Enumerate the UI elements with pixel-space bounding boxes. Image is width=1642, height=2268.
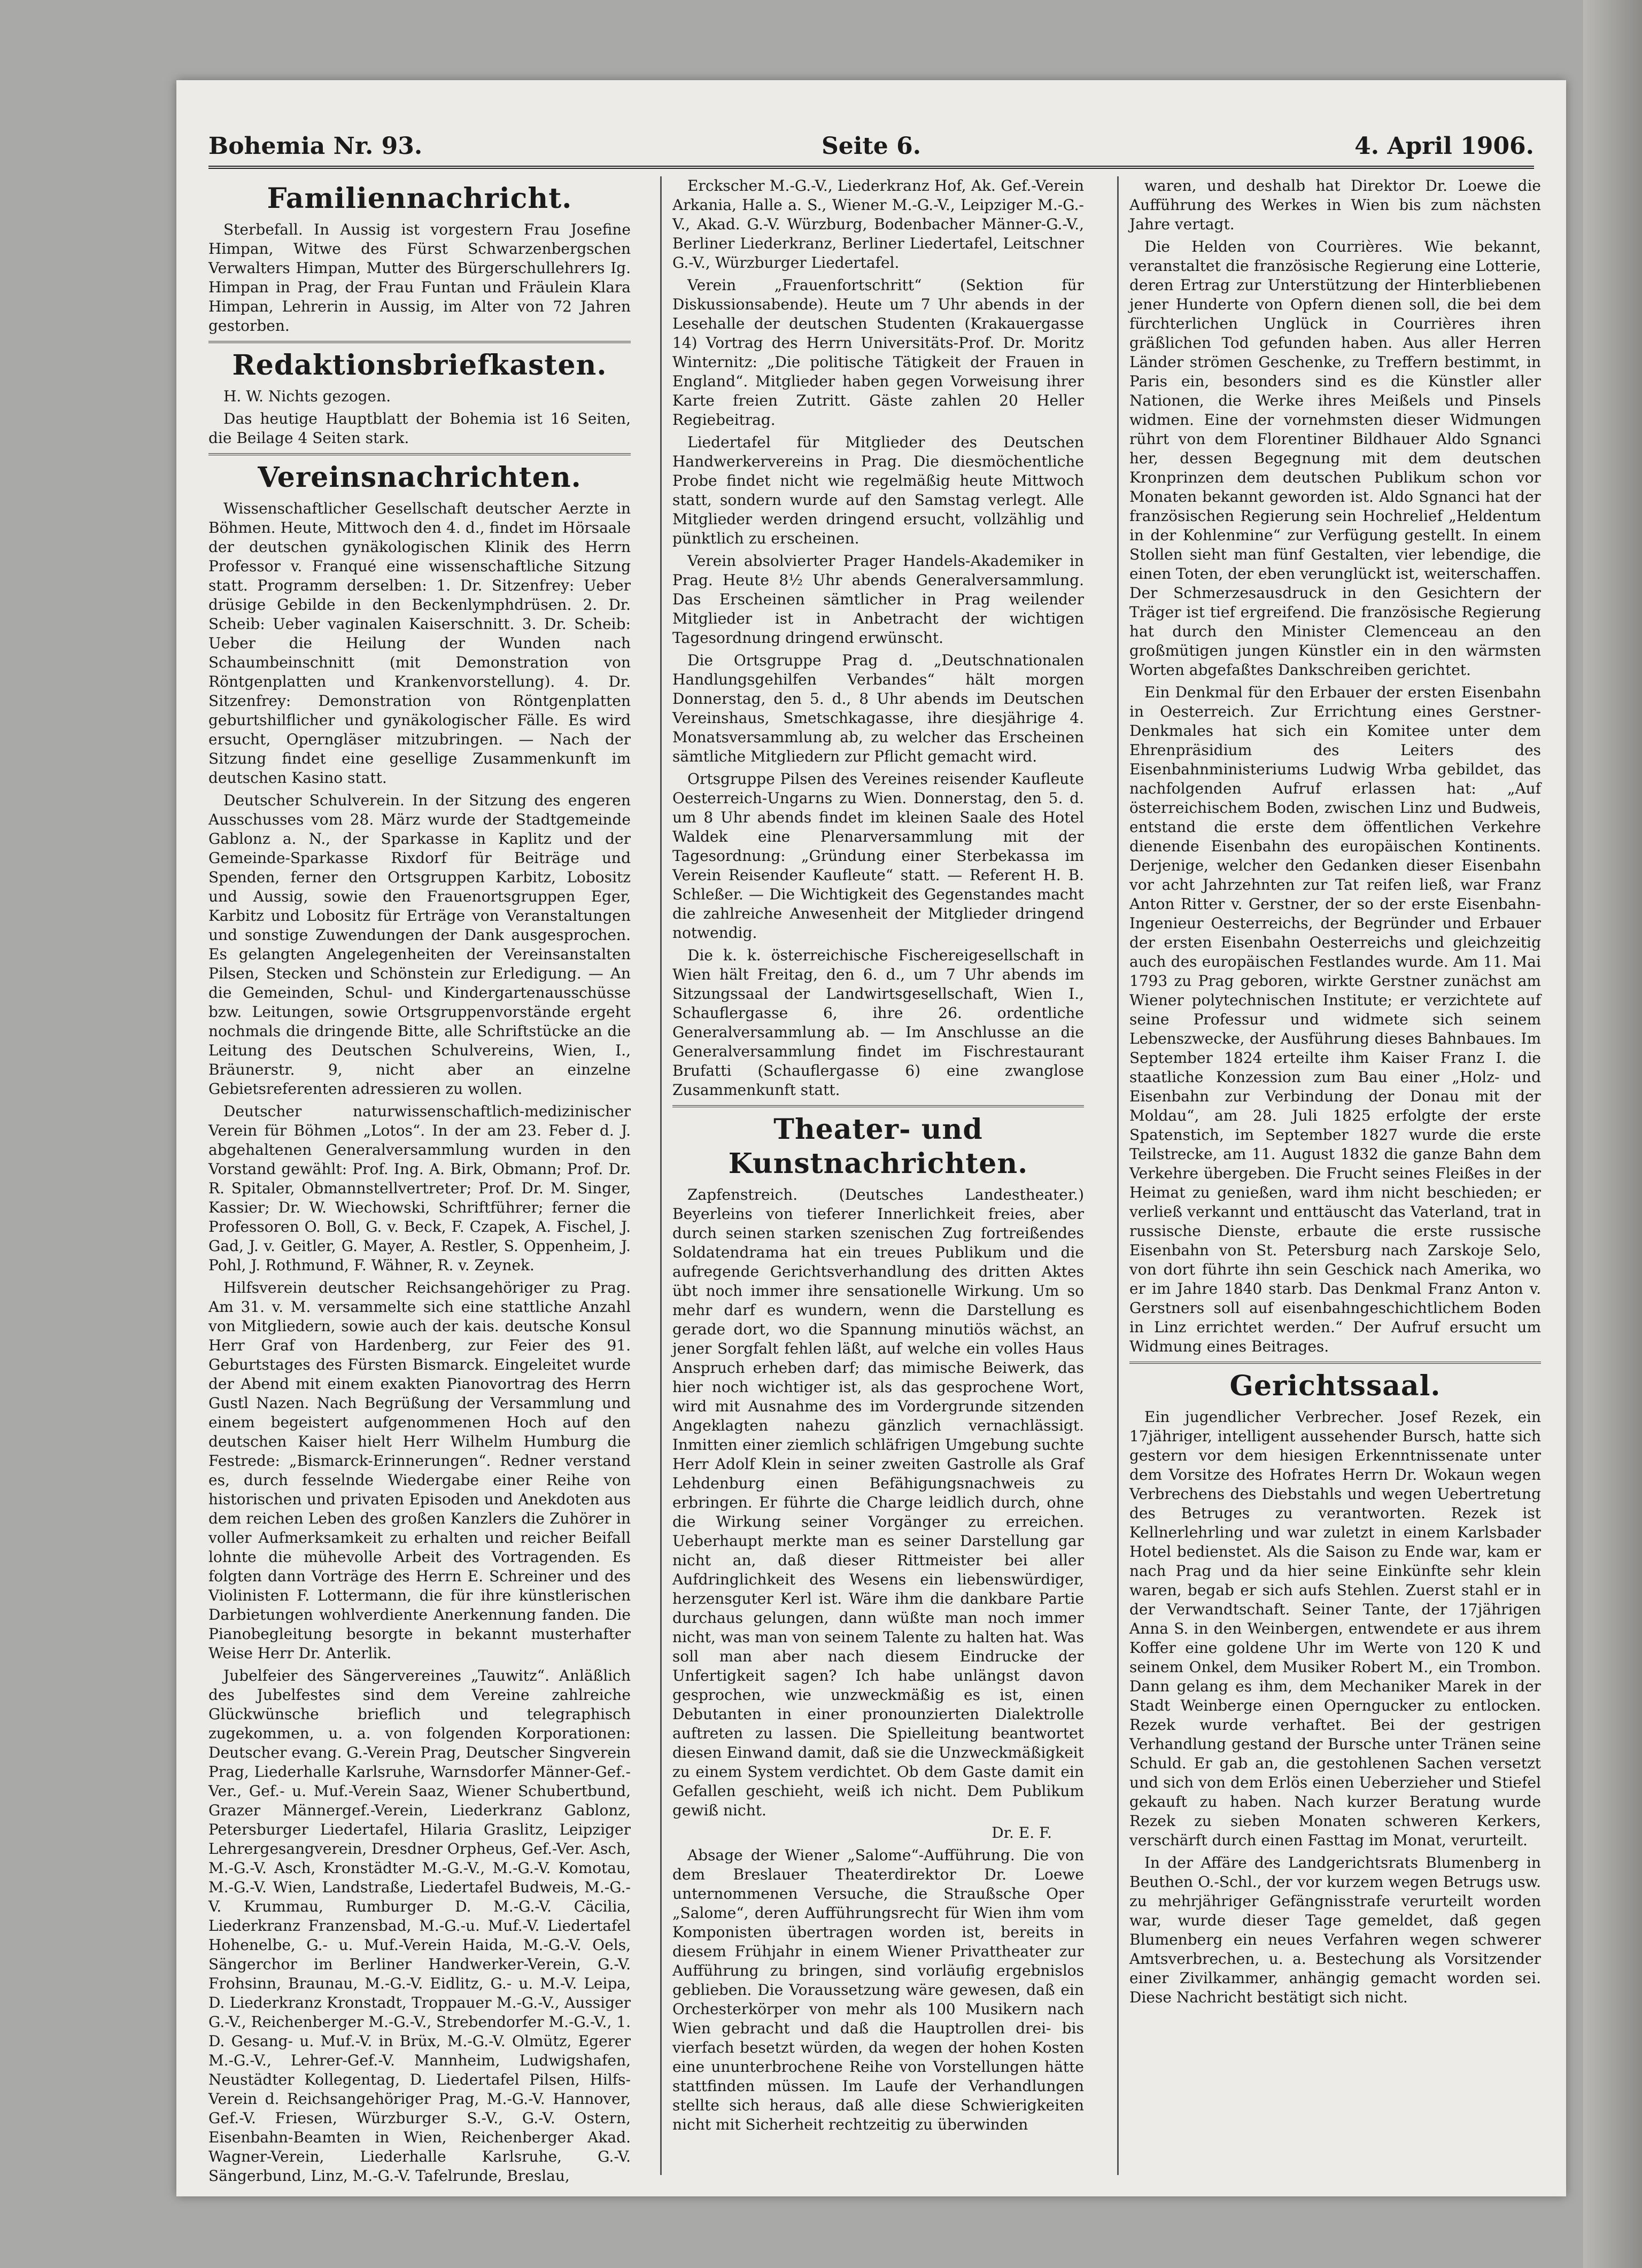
article-paragraph: Ortsgruppe Pilsen des Vereines reisender Kaufleute Oesterreich-Ungarns zu Wien. Donnerstag, den 5. d. um 8 Uhr abends findet im kleinen Saale des Hotel Waldek eine Plenarversammlung mit der Tagesordnung: „Gründung einer Sterbekassa im Verein Reisender Kaufleute“ statt. — Referent H. B. Schleßer. — Die Wichtigkeit des Gegenstandes macht die zahlreiche Anwesenheit der Mitglieder dringend notwendig. xyxy=(672,770,1084,942)
header-date: 4. April 1906. xyxy=(1354,133,1534,160)
section-title-theater: Theater- und Kunstnachrichten. xyxy=(728,1113,1028,1180)
section-title-family: Familiennachricht. xyxy=(267,182,572,215)
column-3 xyxy=(1117,176,1541,2175)
article-paragraph: Das heutige Hauptblatt der Bohemia ist 16 Seiten, die Beilage 4 Seiten stark. xyxy=(208,410,631,447)
article-paragraph: Wissenschaftlicher Gesellschaft deutscher Aerzte in Böhmen. Heute, Mittwoch den 4. d., findet im Hörsaale der deutschen gynäkologischen Klinik des Herrn Professor v. Franqué eine wissenschaftliche Sitzung statt. Programm derselben: 1. Dr. Sitzenfrey: Ueber drüsige Gebilde in den Beckenlymphdrüsen. 2. Dr. Scheib: Ueber vaginalen Kaiserschnitt. 3. Dr. Scheib: Ueber die Heilung der Wunden nach Schaumbeinschnitt (mit Demonstration von Röntgenplatten und Krankenvorstellung). 4. Dr. Sitzenfrey: Demonstration von Röntgenplatten geburtshilflicher und gynäkologischer Fälle. Es wird ersucht, Operngläser mitzubringen. — Nach der Sitzung findet eine gesellige Zusammenkunft im deutschen Kasino statt. xyxy=(208,500,631,787)
article-paragraph: Deutscher Schulverein. In der Sitzung des engeren Ausschusses vom 28. März wurde der Stadtgemeinde Gablonz a. N., der Sparkasse in Kaplitz und der Gemeinde-Sparkasse Rixdorf für Beiträge und Spenden, ferner den Ortsgruppen Karbitz, Lobositz und Aussig, sowie den Frauenortsgruppen Eger, Karbitz und Lobositz für Erträge von Veranstaltungen und sonstige Zuwendungen der Dank ausgesprochen. Es gelangten Angelegenheiten der Vereinsanstalten Pilsen, Stecken und Schönstein zur Erledigung. — An die Gemeinden, Schul- und Kindergartenausschüsse bzw. Leitungen, sowie Ortsgruppenvorstände ergeht nochmals die dringende Bitte, alle Schriftstücke an die Leitung des Deutschen Schulvereins, Wien, I., Bräunerstr. 9, nicht aber an einzelne Gebietsreferenten adressieren zu wollen. xyxy=(208,791,631,1098)
divider xyxy=(1129,1362,1541,1364)
article-signature: Dr. E. F. xyxy=(992,1824,1052,1842)
article-paragraph: Sterbefall. In Aussig ist vorgestern Frau Josefine Himpan, Witwe des Fürst Schwarzenbergschen Verwalters Himpan, Mutter des Bürgerschullehrers Ig. Himpan in Prag, der Frau Funtan und Fräulein Klara Himpan, Lehrerin in Aussig, im Alter von 72 Jahren gestorben. xyxy=(208,221,631,335)
article-paragraph: Ein jugendlicher Verbrecher. Josef Rezek, ein 17jähriger, intelligent aussehender Bursch, hatte sich gestern vor dem hiesigen Erkenntnissenate unter dem Vorsitze des Hofrates Herrn Dr. Wokaun wegen Verbrechens des Diebstahls und wegen Uebertretung des Betruges zu verantworten. Rezek ist Kellnerlehrling und war zuletzt in einem Karlsbader Hotel bedienstet. Als die Saison zu Ende war, kam er nach Prag und da hier seine Einkünfte sehr klein waren, begab er sich aufs Stehlen. Zuerst stahl er in der Verwandtschaft. Seiner Tante, der 17jährigen Anna S. in den Weinbergen, entwendete er aus ihrem Koffer eine goldene Uhr im Werte von 120 K und seinem Onkel, dem Musiker Robert M., ein Trombon. Dann gelang es ihm, dem Mechaniker Marek in der Stadt Weinberge einen Operngucker zu entlocken. Rezek wurde verhaftet. Bei der gestrigen Verhandlung gestand der Bursche unter Tränen seine Schuld. Er gab an, die gestohlenen Sachen versetzt und sich von dem Erlös einen Ueberzieher und Stiefel gekauft zu haben. Nach kurzer Beratung wurde Rezek zu sieben Monaten schweren Kerkers, verschärft durch einen Fasttag im Monat, verurteilt. xyxy=(1129,1408,1541,1849)
divider xyxy=(672,1105,1084,1107)
section-title-letterbox: Redaktionsbriefkasten. xyxy=(232,349,607,382)
article-paragraph: H. W. Nichts gezogen. xyxy=(223,387,391,405)
article-paragraph: Erckscher M.-G.-V., Liederkranz Hof, Ak. Gef.-Verein Arkania, Halle a. S., Wiener M.-G.-V., Leipziger M.-G.-V., Akad. G.-V. Würzburg, Bodenbacher Männer-G.-V., Berliner Liederkranz, Berliner Liedertafel, Leitschner G.-V., Würzburger Liedertafel. xyxy=(672,177,1084,271)
article-paragraph: Absage der Wiener „Salome“-Aufführung. Die von dem Breslauer Theaterdirektor Dr. Loewe unternommenen Versuche, die Straußsche Oper „Salome“, deren Aufführungsrecht für Wien ihm vom Komponisten übertragen worden ist, bereits in diesem Frühjahr in einem Wiener Privattheater zur Aufführung zu bringen, sind vorläufig ergebnislos geblieben. Die Voraussetzung wäre gewesen, daß ein Orchesterkörper von mehr als 100 Musikern nach Wien gebracht und daß die Hauptrollen drei- bis vierfach besetzt würden, da wegen der hohen Kosten eine ununterbrochene Reihe von Vorstellungen hätte stattfinden müssen. Im Laufe der Verhandlungen stellte sich heraus, daß alle diese Schwierigkeiten nicht mit Sicherheit rechtzeitig zu überwinden xyxy=(672,1846,1084,2133)
article-paragraph: In der Affäre des Landgerichtsrats Blumenberg in Beuthen O.-Schl., der vor kurzem wegen Betrugs usw. zu mehrjähriger Gefängnisstrafe verurteilt worden war, wurde dieser Tage gemeldet, daß gegen Blumenberg ein neues Verfahren wegen schwerer Amtsverbrechen, u. a. Bestechung als Vorsitzender einer Zivilkammer, anhängig gemacht worden sei. Diese Nachricht bestätigt sich nicht. xyxy=(1129,1854,1541,2006)
header-publication: Bohemia Nr. 93. xyxy=(208,133,423,160)
article-paragraph: Hilfsverein deutscher Reichsangehöriger zu Prag. Am 31. v. M. versammelte sich eine stattliche Anzahl von Mitgliedern, sowie auch der kais. deutsche Konsul Herr Graf von Hardenberg, zur Feier des 91. Geburtstages des Fürsten Bismarck. Eingeleitet wurde der Abend mit einem exakten Pianovortrag des Herrn Gustl Nazen. Nach Begrüßung der Versammlung und einem begeistert aufgenommenen Hoch auf den deutschen Kaiser hielt Herr Wilhelm Humburg die Festrede: „Bismarck-Erinnerungen“. Redner verstand es, durch fesselnde Wiedergabe einer Reihe von historischen und privaten Episoden und Anekdoten aus dem reichen Leben des großen Kanzlers die Zuhörer in voller Aufmerksamkeit zu erhalten und reicher Beifall lohnte die mühevolle Arbeit des Vortragenden. Es folgten dann Vorträge des Herrn E. Schreiner und des Violinisten F. Lottermann, die für ihre künstlerischen Darbietungen wohlverdiente Anerkennung fanden. Die Pianobegleitung besorgte in bekannt musterhafter Weise Herr Dr. Anterlik. xyxy=(208,1279,631,1662)
divider xyxy=(208,341,631,343)
column-2 xyxy=(660,176,1084,2175)
article-paragraph: waren, und deshalb hat Direktor Dr. Loewe die Aufführung des Werkes in Wien bis zum nächsten Jahre vertagt. xyxy=(1129,177,1541,233)
section-title-court: Gerichtssaal. xyxy=(1229,1370,1441,1402)
section-title-associations: Vereinsnachrichten. xyxy=(258,461,582,494)
page-header xyxy=(208,128,1534,169)
divider xyxy=(208,453,631,455)
newspaper-page xyxy=(176,80,1566,2196)
article-paragraph: Ein Denkmal für den Erbauer der ersten Eisenbahn in Oesterreich. Zur Errichtung eines Gerstner-Denkmales hat sich ein Komitee unter dem Ehrenpräsidium des Leiters des Eisenbahnministeriums Ludwig Wrba gebildet, das nachfolgenden Aufruf erlassen hat: „Auf österreichischem Boden, zwischen Linz und Budweis, entstand die erste dem öffentlichen Verkehre dienende Eisenbahn des europäischen Kontinents. Derjenige, welcher den Gedanken dieser Eisenbahn vor acht Jahrzehnten zur Tat reifen ließ, war Franz Anton Ritter v. Gerstner, der so der erste Eisenbahn-Ingenieur Oesterreichs, der Begründer und Erbauer der ersten Eisenbahn Oesterreichs und gleichzeitig auch des europäischen Festlandes wurde. Am 11. Mai 1793 zu Prag geboren, wirkte Gerstner zunächst am Wiener polytechnischen Institute; er verzichtete auf seine Professur und widmete sich seinem Lebenszwecke, der Ausführung dieses Bahnbaues. Im September 1824 erteilte ihm Kaiser Franz I. die staatliche Konzession zum Bau einer „Holz- und Eisenbahn zur Verbindung der Donau mit der Moldau“, am 28. Juli 1825 erfolgte der erste Spatenstich, im September 1827 wurde die erste Teilstrecke, am 11. August 1832 die ganze Bahn dem Verkehre übergeben. Die Frucht seines Fleißes in der Heimat zu genießen, ward ihm nicht beschieden; er verließ verkannt und enttäuscht das Vaterland, trat in russische Dienste, erbaute die erste russische Eisenbahn von St. Petersburg nach Zarskoje Selo, von dort führte ihn sein Geschick nach Amerika, wo er im Jahre 1840 starb. Das Denkmal Franz Anton v. Gerstners soll auf eisenbahngeschichtlichem Boden in Linz errichtet werden.“ Der Aufruf ersucht um Widmung eines Beitrages. xyxy=(1129,683,1541,1355)
article-paragraph: Deutscher naturwissenschaftlich-medizinischer Verein für Böhmen „Lotos“. In der am 23. Feber d. J. abgehaltenen Generalversammlung wurden in den Vorstand gewählt: Prof. Ing. A. Birk, Obmann; Prof. Dr. R. Spitaler, Obmannstellvertreter; Prof. Dr. M. Singer, Kassier; Dr. W. Wiechowski, Schriftführer; ferner die Professoren O. Boll, G. v. Beck, F. Czapek, A. Fischel, J. Gad, J. v. Geitler, G. Mayer, A. Restler, S. Oppenheim, J. Pohl, J. Rothmund, F. Wähner, R. v. Zeynek. xyxy=(208,1102,631,1274)
header-page-number: Seite 6. xyxy=(821,133,921,160)
article-paragraph: Verein absolvierter Prager Handels-Akademiker in Prag. Heute 8½ Uhr abends Generalversammlung. Das Erscheinen sämtlicher in Prag weilender Mitglieder ist in Anbetracht der wichtigen Tagesordnung dringend erwünscht. xyxy=(672,552,1084,647)
article-paragraph: Die Helden von Courrières. Wie bekannt, veranstaltet die französische Regierung eine Lotterie, deren Ertrag zur Unterstützung der Hinterbliebenen jener Hunderte von Opfern dienen soll, die bei dem fürchterlichen Unglück in Courrières ihren gräßlichen Tod gefunden haben. Aus aller Herren Länder strömen Geschenke, zu Treffern bestimmt, in Paris ein, besonders sind es die Künstler aller Nationen, die Werke ihres Meißels und Pinsels widmen. Eine der vornehmsten dieser Widmungen rührt von dem Florentiner Bildhauer Aldo Sgnanci her, dessen Begegnung mit dem deutschen Kronprinzen dem deutschen Publikum schon vor Monaten bekannt geworden ist. Aldo Sgnanci hat der französischen Regierung sein Hochrelief „Heldentum in der Kohlenmine“ zur Verfügung gestellt. In einem Stollen sieht man fünf Gestalten, vier lebendige, die einen Toten, der eben verunglückt ist, weiterschaffen. Der Schmerzesausdruck in den Gesichtern der Träger ist tief ergreifend. Die französische Regierung hat durch den Minister Clemenceau an den großmütigen jungen Künstler ein in den wärmsten Worten abgefaßtes Dankschreiben gerichtet. xyxy=(1129,238,1541,679)
column-1 xyxy=(208,176,631,2185)
article-paragraph: Liedertafel für Mitglieder des Deutschen Handwerkervereins in Prag. Die diesmöchentliche Probe findet nicht wie regelmäßig heute Mittwoch statt, sondern wurde auf den Samstag verlegt. Alle Mitglieder werden dringend ersucht, vollzählig und pünktlich zu erscheinen. xyxy=(672,433,1084,547)
article-paragraph: Die k. k. österreichische Fischereigesellschaft in Wien hält Freitag, den 6. d., um 7 Uhr abends im Sitzungssaal der Landwirtsgesellschaft, Wien I., Schauflergasse 6, ihre 26. ordentliche Generalversammlung ab. — Im Anschlusse an die Generalversammlung findet im Fischrestaurant Brufatti (Schauflergasse 6) eine zwanglose Zusammenkunft statt. xyxy=(672,946,1084,1099)
article-paragraph: Verein „Frauenfortschritt“ (Sektion für Diskussionsabende). Heute um 7 Uhr abends in der Lesehalle der deutschen Studenten (Krakauergasse 14) Vortrag des Herrn Universitäts-Prof. Dr. Moritz Winternitz: „Die politische Tätigkeit der Frauen in England“. Mitglieder haben gegen Vorweisung ihrer Karte freien Zutritt. Gäste zahlen 20 Heller Regiebeitrag. xyxy=(672,276,1084,429)
scan-edge xyxy=(1583,0,1642,2268)
article-paragraph: Zapfenstreich. (Deutsches Landestheater.) Beyerleins von tieferer Innerlichkeit freies, aber durch seinen starken szenischen Zug fortreißendes Soldatendrama hat ein treues Publikum und die aufregende Gerichtsverhandlung des dritten Aktes übt noch immer ihre sensationelle Wirkung. Um so mehr darf es wundern, wenn die Darstellung es gerade dort, wo die Spannung minutiös wächst, an jener Sorgfalt fehlen läßt, auf welche ein volles Haus Anspruch erheben darf; das mimische Beiwerk, das hier noch wichtiger ist, als das gesprochene Wort, wird mit Ausnahme des im Vordergrunde sitzenden Angeklagten nahezu gänzlich vernachlässigt. Inmitten einer ziemlich schläfrigen Umgebung suchte Herr Adolf Klein in seiner zweiten Gastrolle als Graf Lehdenburg einen Befähigungsnachweis zu erbringen. Er führte die Charge leidlich durch, ohne die Wirkung seiner Vorgänger zu erreichen. Ueberhaupt merkte man es seiner Darstellung gar nicht an, daß dieser Rittmeister bei aller Aufdringlichkeit des Wesens ein liebenswürdiger, herzensguter Kerl ist. Wäre ihm die dankbare Partie durchaus gelungen, dann wüßte man noch immer nicht, was man von seinem Talente zu halten hat. Was soll man aber nach diesem Eindrucke der Unfertigkeit sagen? Ich habe unlängst davon gesprochen, wie unzweckmäßig es ist, einen Debutanten in einer pronounzierten Dialektrolle auftreten zu lassen. Die Spielleitung beantwortet diesen Einwand damit, daß sie die Unzweckmäßigkeit zu einem System verdichtet. Ob dem Gaste damit ein Gefallen geschieht, weiß ich nicht. Dem Publikum gewiß nicht. xyxy=(672,1186,1084,1819)
article-paragraph: Die Ortsgruppe Prag d. „Deutschnationalen Handlungsgehilfen Verbandes“ hält morgen Donnerstag, den 5. d., 8 Uhr abends im Deutschen Vereinshaus, Smetschkagasse, ihre diesjährige 4. Monatsversammlung ab, zu welcher das Erscheinen sämtliche Mitgliedern zur Pflicht gemacht wird. xyxy=(672,651,1084,765)
article-paragraph: Jubelfeier des Sängervereines „Tauwitz“. Anläßlich des Jubelfestes sind dem Vereine zahlreiche Glückwünsche brieflich und telegraphisch zugekommen, u. a. von folgenden Korporationen: Deutscher evang. G.-Verein Prag, Deutscher Singverein Prag, Liederhalle Karlsruhe, Warnsdorfer Männer-Gef.-Ver., Gef.- u. Muf.-Verein Saaz, Wiener Schubertbund, Grazer Männergef.-Verein, Liederkranz Gablonz, Petersburger Liedertafel, Hilaria Graslitz, Leipziger Lehrergesangverein, Dresdner Orpheus, Gef.-Ver. Asch, M.-G.-V. Asch, Kronstädter M.-G.-V., M.-G.-V. Komotau, M.-G.-V. Wien, Landstraße, Liedertafel Budweis, M.-G.-V. Krummau, Rumburger D. M.-G.-V. Cäcilia, Liederkranz Franzensbad, M.-G.-u. Muf.-V. Liedertafel Hohenelbe, G.- u. Muf.-Verein Haida, M.-G.-V. Oels, Sängerchor im Berliner Handwerker-Verein, G.-V. Frohsinn, Braunau, M.-G.-V. Eidlitz, G.- u. M.-V. Leipa, D. Liederkranz Kronstadt, Troppauer M.-G.-V., Aussiger G.-V., Reichenberger M.-G.-V., Strebendorfer M.-G.-V., 1. D. Gesang- u. Muf.-V. in Brüx, M.-G.-V. Olmütz, Egerer M.-G.-V., Lehrer-Gef.-V. Mannheim, Ludwigshafen, Neustädter Kollegentag, D. Liedertafel Pilsen, Hilfs-Verein d. Reichsangehöriger Prag, M.-G.-V. Hannover, Gef.-V. Friesen, Würzburger S.-V., G.-V. Ostern, Eisenbahn-Beamten in Wien, Reichenberger Akad. Wagner-Verein, Liederhalle Karlsruhe, G.-V. Sängerbund, Linz, M.-G.-V. Tafelrunde, Breslau, xyxy=(208,1667,631,2185)
